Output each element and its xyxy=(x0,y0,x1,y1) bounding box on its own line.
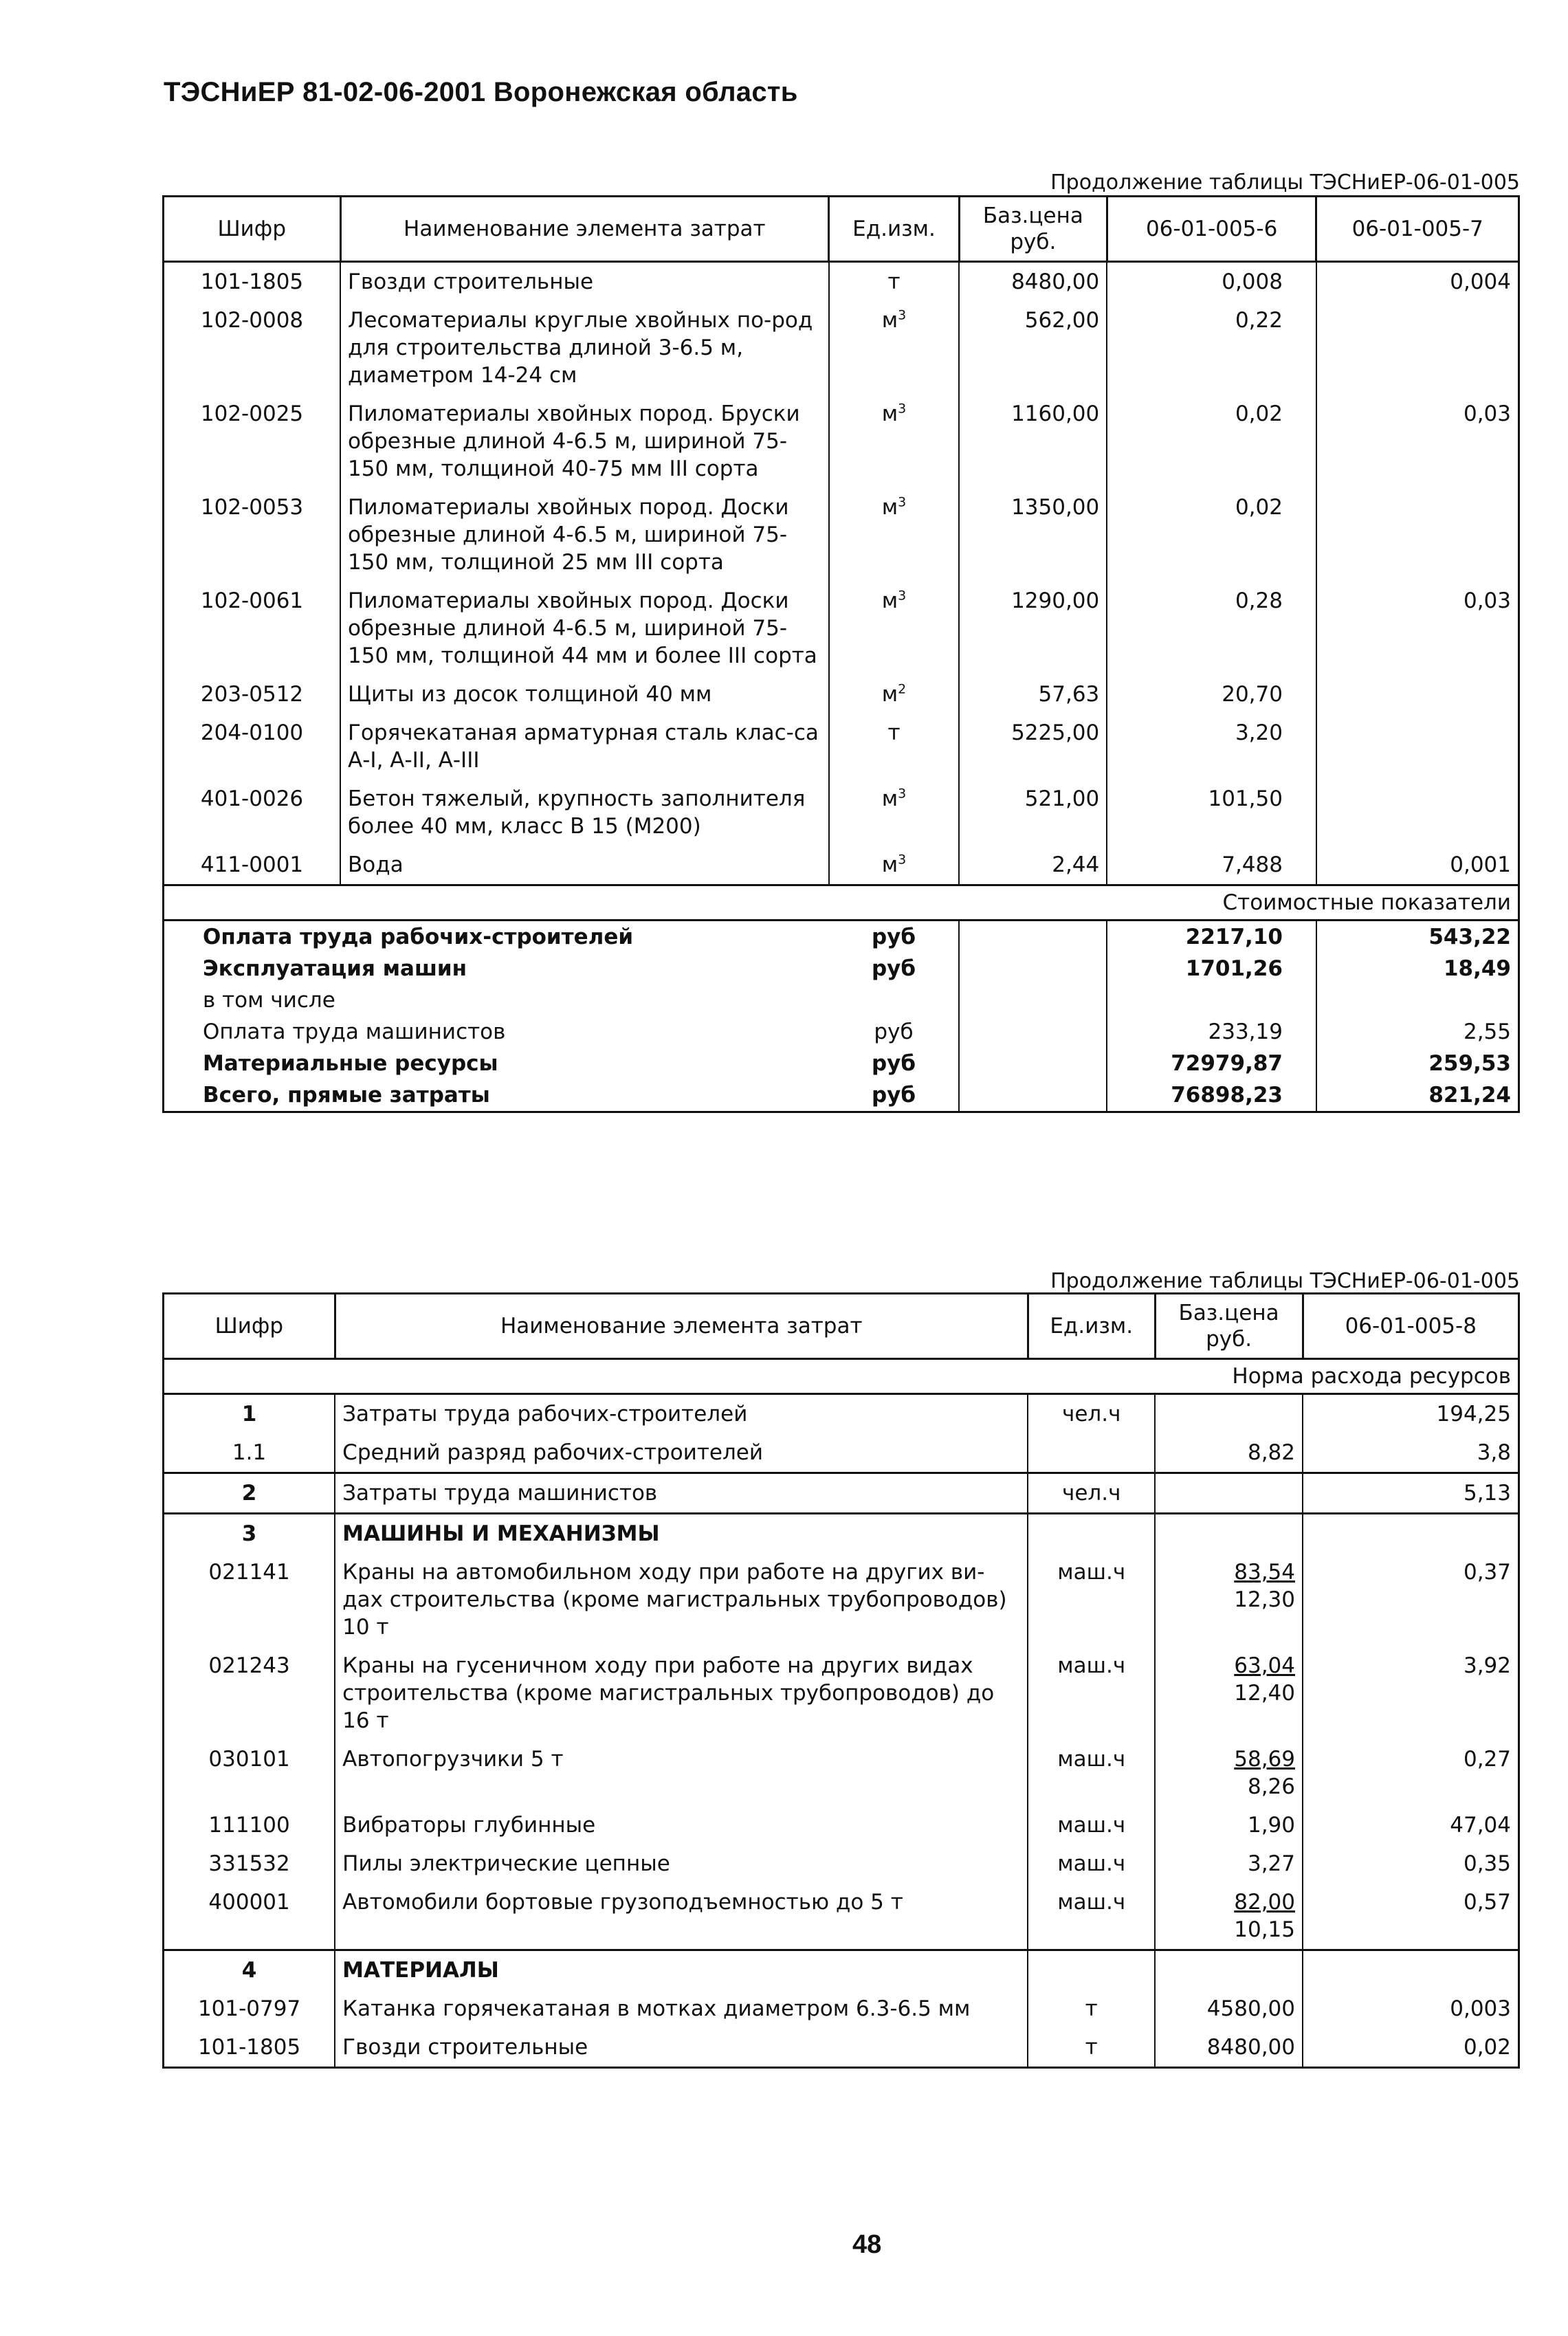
base-price xyxy=(1155,1646,1303,1740)
resource-name: Пилы электрические цепные xyxy=(335,1844,1028,1883)
page-number: 48 xyxy=(852,2230,882,2259)
col-code-header: Шифр xyxy=(164,197,341,262)
resources-table-1 xyxy=(162,195,1520,1113)
resource-unit xyxy=(829,488,960,582)
table-row xyxy=(164,1646,1519,1740)
totals-unit: руб xyxy=(829,1016,960,1048)
base-price: 57,63 xyxy=(959,675,1107,714)
norm-value-7: 0,03 xyxy=(1463,588,1511,613)
resource-unit: чел.ч xyxy=(1028,1473,1155,1514)
norm-value-7 xyxy=(1316,301,1519,395)
resource-name: Горячекатаная арматурная сталь клас-са А-I, А-II, А-III xyxy=(340,714,829,780)
totals-price-empty xyxy=(959,1048,1107,1079)
norm-value-6: 0,02 xyxy=(1107,395,1316,488)
resource-code: 111100 xyxy=(164,1806,335,1844)
unit-text: м xyxy=(881,588,898,613)
col-price-header: Баз.цена руб. xyxy=(959,197,1107,262)
resource-name: Средний разряд рабочих-строителей xyxy=(335,1433,1028,1473)
base-price xyxy=(1155,1806,1303,1844)
resource-unit xyxy=(829,301,960,395)
totals-value-7: 259,53 xyxy=(1428,1051,1511,1076)
table1-continuation-title: Продолжение таблицы ТЭСНиЕР-06-01-005 xyxy=(1050,170,1520,195)
totals-unit xyxy=(829,984,960,1016)
resource-unit: маш.ч xyxy=(1028,1806,1155,1844)
resource-code: 203-0512 xyxy=(164,675,341,714)
totals-value-7 xyxy=(1316,984,1519,1016)
norm-value-7: 0,004 xyxy=(1450,269,1511,294)
unit-text: м xyxy=(881,495,898,520)
resource-code: 102-0053 xyxy=(164,488,341,582)
norm-value-8: 0,27 xyxy=(1463,1747,1511,1772)
table-row xyxy=(164,780,1519,846)
base-price-value: 58,69 xyxy=(1234,1747,1295,1772)
base-price-value: 63,04 xyxy=(1234,1653,1295,1678)
base-price: 2,44 xyxy=(959,846,1107,885)
col-name-header: Наименование элемента затрат xyxy=(335,1294,1028,1359)
norm-value-8: 194,25 xyxy=(1436,1402,1511,1426)
operator-wage-value: 12,40 xyxy=(1234,1681,1295,1706)
norm-value-6: 0,22 xyxy=(1107,301,1316,395)
resource-code: 400001 xyxy=(164,1883,335,1950)
section-row xyxy=(164,1514,1519,1554)
table1-totals xyxy=(164,885,1519,1112)
resource-code: 2 xyxy=(164,1473,335,1514)
norm-value-6: 101,50 xyxy=(1107,780,1316,846)
table-row xyxy=(164,395,1519,488)
table1-header-row xyxy=(164,197,1519,262)
totals-unit: руб xyxy=(829,1079,960,1112)
base-price: 5225,00 xyxy=(959,714,1107,780)
totals-price-empty xyxy=(959,984,1107,1016)
totals-label: в том числе xyxy=(203,988,335,1013)
resource-code: 030101 xyxy=(164,1740,335,1806)
resource-name: Пиломатериалы хвойных пород. Доски обрезные длиной 4-6.5 м, шириной 75-150 мм, толщиной 44 мм и более III сорта xyxy=(340,582,829,675)
unit-text: т xyxy=(887,269,901,294)
totals-value-7: 2,55 xyxy=(1463,1020,1511,1044)
norm-value-8 xyxy=(1303,1514,1519,1554)
section-row xyxy=(164,1394,1519,1434)
col-unit-header: Ед.изм. xyxy=(829,197,960,262)
resource-code: 204-0100 xyxy=(164,714,341,780)
operator-wage-value: 12,30 xyxy=(1234,1587,1295,1612)
resource-unit xyxy=(1028,1433,1155,1473)
cost-indicators-band-row xyxy=(164,885,1519,921)
resource-code: 102-0025 xyxy=(164,395,341,488)
totals-row xyxy=(164,984,1519,1016)
resource-name: Затраты труда рабочих-строителей xyxy=(335,1394,1028,1434)
totals-label: Оплата труда машинистов xyxy=(203,1020,506,1044)
norm-band-row xyxy=(164,1359,1519,1394)
resource-unit xyxy=(829,780,960,846)
resource-name: Лесоматериалы круглые хвойных по-род для строительства длиной 3-6.5 м, диаметром 14-24 см xyxy=(340,301,829,395)
document-header: ТЭСНиЕР 81-02-06-2001 Воронежская область xyxy=(164,77,798,107)
resource-unit: маш.ч xyxy=(1028,1883,1155,1950)
resource-name: Катанка горячекатаная в мотках диаметром 6.3-6.5 мм xyxy=(335,1990,1028,2028)
unit-text: м xyxy=(881,682,898,707)
resource-name: Автопогрузчики 5 т xyxy=(335,1740,1028,1806)
table-row xyxy=(164,846,1519,885)
base-price xyxy=(1155,1394,1303,1434)
resource-name: Гвозди строительные xyxy=(335,2028,1028,2068)
col-price-header: Баз.цена руб. xyxy=(1155,1294,1303,1359)
totals-value-6: 72979,87 xyxy=(1107,1048,1316,1079)
resource-unit xyxy=(829,675,960,714)
resource-name: Затраты труда машинистов xyxy=(335,1473,1028,1514)
resource-unit xyxy=(1028,1950,1155,1990)
norm-value-7 xyxy=(1316,714,1519,780)
resource-unit xyxy=(829,582,960,675)
norm-value-7: 0,03 xyxy=(1463,401,1511,426)
table-row xyxy=(164,1553,1519,1646)
resource-unit: маш.ч xyxy=(1028,1740,1155,1806)
unit-exponent: 3 xyxy=(898,494,907,510)
resource-norm-band: Норма расхода ресурсов xyxy=(164,1359,1519,1394)
norm-value-8: 5,13 xyxy=(1303,1473,1519,1514)
totals-value-7: 18,49 xyxy=(1443,956,1511,981)
norm-value-8: 0,37 xyxy=(1463,1560,1511,1585)
operator-wage-value: 10,15 xyxy=(1234,1917,1295,1942)
resource-unit: т xyxy=(1028,2028,1155,2068)
norm-value-8: 0,02 xyxy=(1463,2035,1511,2060)
norm-value-6: 0,02 xyxy=(1107,488,1316,582)
table2-body xyxy=(164,1359,1519,2068)
totals-value-6: 76898,23 xyxy=(1107,1079,1316,1112)
base-price-value: 82,00 xyxy=(1234,1890,1295,1915)
totals-value-6: 2217,10 xyxy=(1107,921,1316,954)
unit-text: м xyxy=(881,852,898,877)
table-row xyxy=(164,1844,1519,1883)
base-price-value: 8480,00 xyxy=(1206,2035,1295,2060)
resource-code: 101-1805 xyxy=(164,262,341,302)
totals-price-empty xyxy=(959,1016,1107,1048)
totals-value-6: 1701,26 xyxy=(1107,953,1316,984)
totals-price-empty xyxy=(959,953,1107,984)
table-row xyxy=(164,488,1519,582)
resource-name: Гвозди строительные xyxy=(340,262,829,302)
resource-code: 1.1 xyxy=(164,1433,335,1473)
resource-name: Вибраторы глубинные xyxy=(335,1806,1028,1844)
unit-text: т xyxy=(887,720,901,745)
unit-exponent: 2 xyxy=(898,681,907,697)
resource-code: 3 xyxy=(164,1514,335,1554)
table-row xyxy=(164,2028,1519,2068)
base-price-value: 8,82 xyxy=(1247,1440,1295,1465)
resource-name: МАШИНЫ И МЕХАНИЗМЫ xyxy=(335,1514,1028,1554)
norm-value-6: 3,20 xyxy=(1107,714,1316,780)
norm-value-7: 0,001 xyxy=(1450,852,1511,877)
resource-code: 1 xyxy=(164,1394,335,1434)
base-price xyxy=(1155,1553,1303,1646)
resource-code: 021243 xyxy=(164,1646,335,1740)
base-price xyxy=(1155,1473,1303,1514)
norm-value-8: 0,57 xyxy=(1463,1890,1511,1915)
resource-unit: чел.ч xyxy=(1028,1394,1155,1434)
totals-label: Оплата труда рабочих-строителей xyxy=(203,925,634,949)
table-row xyxy=(164,714,1519,780)
totals-value-6 xyxy=(1107,984,1316,1016)
totals-unit: руб xyxy=(829,953,960,984)
table2-header-row xyxy=(164,1294,1519,1359)
norm-value-6: 0,008 xyxy=(1107,262,1316,302)
resource-code: 102-0008 xyxy=(164,301,341,395)
resource-name: Краны на гусеничном ходу при работе на других видах строительства (кроме магистральных трубопроводов) до 16 т xyxy=(335,1646,1028,1740)
totals-row xyxy=(164,1048,1519,1079)
table-row xyxy=(164,1433,1519,1473)
norm-value-7 xyxy=(1316,488,1519,582)
resource-unit xyxy=(829,714,960,780)
col-norm-8-header: 06-01-005-8 xyxy=(1303,1294,1519,1359)
base-price: 8480,00 xyxy=(959,262,1107,302)
resource-name: Краны на автомобильном ходу при работе на других ви-дах строительства (кроме магистральных трубопроводов) 10 т xyxy=(335,1553,1028,1646)
resource-unit xyxy=(829,846,960,885)
totals-row xyxy=(164,1079,1519,1112)
unit-exponent: 3 xyxy=(898,852,907,868)
norm-value-7 xyxy=(1316,780,1519,846)
base-price: 521,00 xyxy=(959,780,1107,846)
resource-name: Щиты из досок толщиной 40 мм xyxy=(340,675,829,714)
resources-table-2 xyxy=(162,1292,1520,2069)
norm-value-8: 0,003 xyxy=(1450,1996,1511,2021)
table-row xyxy=(164,1740,1519,1806)
norm-value-8: 3,92 xyxy=(1463,1653,1511,1678)
resource-code: 101-1805 xyxy=(164,2028,335,2068)
base-price xyxy=(1155,1950,1303,1990)
table-row xyxy=(164,582,1519,675)
norm-value-6: 0,28 xyxy=(1107,582,1316,675)
table-row xyxy=(164,301,1519,395)
unit-text: м xyxy=(881,401,898,426)
resource-code: 331532 xyxy=(164,1844,335,1883)
base-price xyxy=(1155,1844,1303,1883)
base-price-value: 3,27 xyxy=(1247,1851,1295,1876)
resource-name: Автомобили бортовые грузоподъемностью до 5 т xyxy=(335,1883,1028,1950)
resource-unit: т xyxy=(1028,1990,1155,2028)
resource-unit xyxy=(829,262,960,302)
norm-value-6: 20,70 xyxy=(1107,675,1316,714)
col-norm-7-header: 06-01-005-7 xyxy=(1316,197,1519,262)
resource-name: Пиломатериалы хвойных пород. Доски обрезные длиной 4-6.5 м, шириной 75-150 мм, толщиной 25 мм III сорта xyxy=(340,488,829,582)
table-row xyxy=(164,675,1519,714)
base-price: 1290,00 xyxy=(959,582,1107,675)
totals-label: Всего, прямые затраты xyxy=(203,1083,490,1108)
resource-code: 102-0061 xyxy=(164,582,341,675)
resource-unit: маш.ч xyxy=(1028,1553,1155,1646)
unit-exponent: 3 xyxy=(898,401,907,417)
totals-label: Эксплуатация машин xyxy=(203,956,467,981)
table-row xyxy=(164,1806,1519,1844)
unit-exponent: 3 xyxy=(898,786,907,802)
section-row xyxy=(164,1950,1519,1990)
resource-code: 101-0797 xyxy=(164,1990,335,2028)
totals-label: Материальные ресурсы xyxy=(203,1051,498,1076)
norm-value-7 xyxy=(1316,675,1519,714)
resource-code: 021141 xyxy=(164,1553,335,1646)
col-norm-6-header: 06-01-005-6 xyxy=(1107,197,1316,262)
table-row xyxy=(164,262,1519,302)
base-price xyxy=(1155,1514,1303,1554)
unit-exponent: 3 xyxy=(898,307,907,323)
base-price xyxy=(1155,1433,1303,1473)
cost-indicators-band: Стоимостные показатели xyxy=(164,885,1519,921)
totals-value-7: 543,22 xyxy=(1428,925,1511,949)
resource-unit: маш.ч xyxy=(1028,1646,1155,1740)
base-price: 1350,00 xyxy=(959,488,1107,582)
base-price: 1160,00 xyxy=(959,395,1107,488)
base-price-value: 83,54 xyxy=(1234,1560,1295,1585)
operator-wage-value: 8,26 xyxy=(1247,1774,1295,1799)
resource-name: Вода xyxy=(340,846,829,885)
resource-unit xyxy=(829,395,960,488)
resource-code: 411-0001 xyxy=(164,846,341,885)
base-price xyxy=(1155,2028,1303,2068)
col-code-header: Шифр xyxy=(164,1294,335,1359)
totals-row xyxy=(164,921,1519,954)
unit-text: м xyxy=(881,786,898,811)
norm-value-8 xyxy=(1303,1950,1519,1990)
section-row xyxy=(164,1473,1519,1514)
totals-row xyxy=(164,953,1519,984)
base-price xyxy=(1155,1990,1303,2028)
base-price-value: 1,90 xyxy=(1247,1813,1295,1838)
unit-exponent: 3 xyxy=(898,588,907,604)
base-price-value: 4580,00 xyxy=(1206,1996,1295,2021)
col-unit-header: Ед.изм. xyxy=(1028,1294,1155,1359)
norm-value-6: 7,488 xyxy=(1107,846,1316,885)
totals-row xyxy=(164,1016,1519,1048)
base-price xyxy=(1155,1883,1303,1950)
totals-value-7: 821,24 xyxy=(1428,1083,1511,1108)
totals-price-empty xyxy=(959,1079,1107,1112)
totals-value-6: 233,19 xyxy=(1107,1016,1316,1048)
table1-body xyxy=(164,262,1519,885)
table2-continuation-title: Продолжение таблицы ТЭСНиЕР-06-01-005 xyxy=(1050,1269,1520,1293)
col-name-header: Наименование элемента затрат xyxy=(340,197,829,262)
resource-code: 4 xyxy=(164,1950,335,1990)
norm-value-8: 47,04 xyxy=(1450,1813,1511,1838)
resource-name: Пиломатериалы хвойных пород. Бруски обрезные длиной 4-6.5 м, шириной 75-150 мм, толщиной 40-75 мм III сорта xyxy=(340,395,829,488)
base-price: 562,00 xyxy=(959,301,1107,395)
resource-name: Бетон тяжелый, крупность заполнителя более 40 мм, класс В 15 (М200) xyxy=(340,780,829,846)
unit-text: м xyxy=(881,308,898,333)
resource-unit xyxy=(1028,1514,1155,1554)
resource-name: МАТЕРИАЛЫ xyxy=(335,1950,1028,1990)
resource-unit: маш.ч xyxy=(1028,1844,1155,1883)
totals-price-empty xyxy=(959,921,1107,954)
table-row xyxy=(164,1883,1519,1950)
totals-unit: руб xyxy=(829,921,960,954)
base-price xyxy=(1155,1740,1303,1806)
totals-unit: руб xyxy=(829,1048,960,1079)
norm-value-8: 3,8 xyxy=(1477,1440,1511,1465)
table-row xyxy=(164,1990,1519,2028)
norm-value-8: 0,35 xyxy=(1463,1851,1511,1876)
resource-code: 401-0026 xyxy=(164,780,341,846)
